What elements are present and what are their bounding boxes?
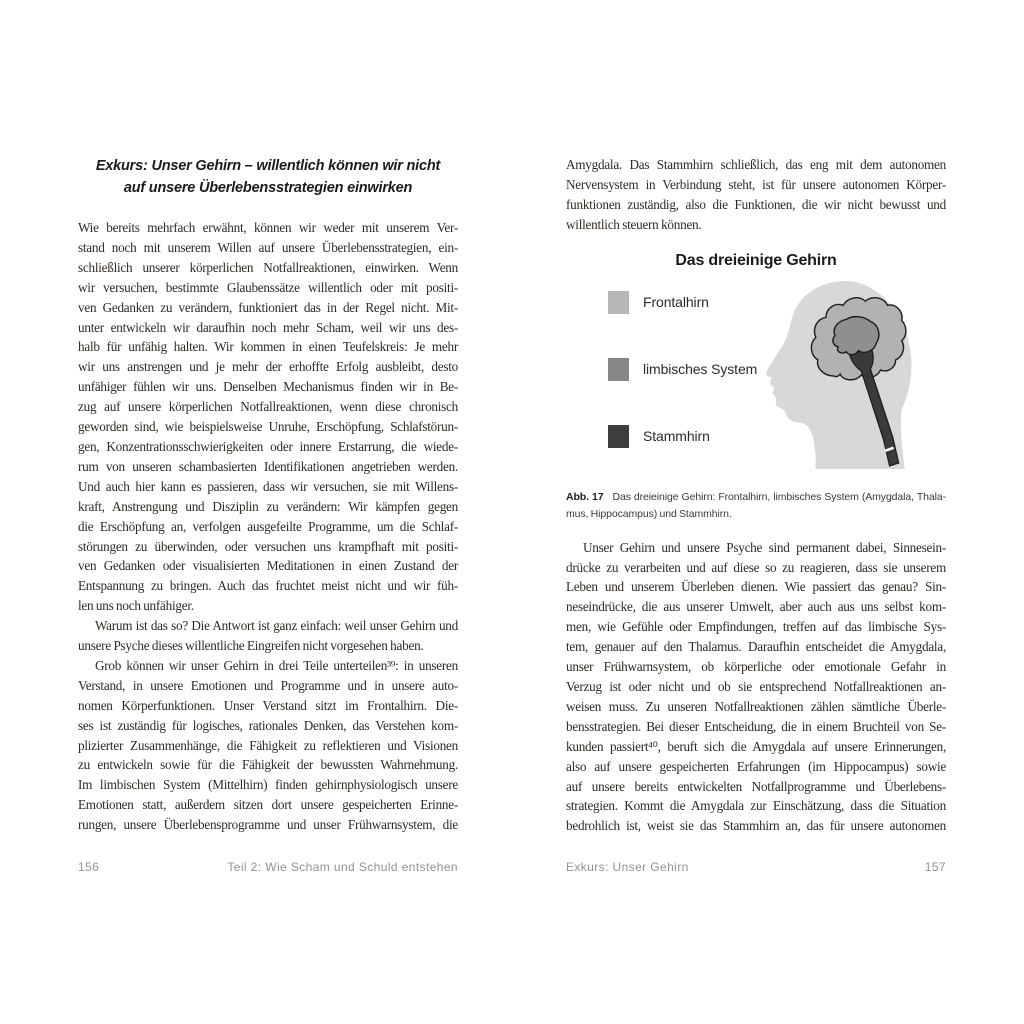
right-page-footer — [566, 860, 946, 874]
text-line: weisen muss. Zu unseren Notfallreaktionen zählen sämtliche Überle- — [566, 698, 946, 714]
text-line: funktionen zuständig, also die Funktionen, die wir nicht bewusst und — [566, 196, 946, 212]
right-page-body-bottom — [566, 538, 946, 837]
text-line: kraft, Anstrengung und Disziplin zu verändern: Wir kämpfen gegen — [78, 498, 458, 514]
text-line: willentlich steuern können. — [566, 216, 702, 232]
text-line: ses ist zuständig für logisches, rationales Denken, das Verstehen kom- — [78, 717, 458, 733]
page-number: 157 — [924, 860, 946, 874]
brain-figure — [566, 283, 946, 468]
running-title: Exkurs: Unser Gehirn — [566, 860, 689, 874]
figure-title: Das dreieinige Gehirn — [675, 251, 837, 269]
body-paragraph — [78, 218, 458, 616]
caption-label: Abb. 17 — [566, 490, 604, 503]
text-line: wir versuchen, bestimmte Glaubenssätze willentlich oder mit positi- — [78, 279, 458, 295]
text-line: men, wie Gefühle oder Empfindungen, treffen auf das limbische Sys- — [566, 619, 946, 635]
text-line: ven Gedanken zu verändern, funktioniert das in der Regel nicht. Mit- — [78, 299, 458, 315]
text-line: rum von unseren schambasierten Identifikationen angetrieben werden. — [78, 458, 458, 474]
text-line: Und auch hier kann es passieren, dass wir versuchen, sie mit Willens- — [78, 478, 458, 494]
running-title: Teil 2: Wie Scham und Schuld entstehen — [227, 860, 458, 874]
text-line: ven Gedanken oder visualisierten Meditationen in einen Zustand der — [78, 558, 458, 574]
limbisches-system-swatch — [608, 358, 629, 381]
text-line: unsere Psyche dieses willentliche Eingreifen nicht vorgesehen haben. — [78, 638, 424, 654]
left-page-footer — [78, 860, 458, 874]
text-line: zu entwickeln sowie für die Fähigkeit der bewussten Wahrnehmung. — [78, 757, 458, 773]
text-line: zug auf unsere körperlichen Notfallreaktionen, wenn diese chronisch — [78, 399, 458, 415]
text-line: wir uns anstrengen und je mehr der erhoffte Erfolg ausbleibt, desto — [78, 359, 458, 375]
caption-text: Das dreieinige Gehirn: Frontalhirn, limbisches System (Amygdala, Thala- — [612, 490, 946, 503]
text-line: plizierter Zusammenhänge, die Fähigkeit zu reflektieren und Visionen — [78, 737, 458, 753]
figure-legend — [608, 291, 757, 492]
text-line: Amygdala. Das Stammhirn schließlich, das eng mit dem autonomen — [566, 157, 946, 172]
text-line: Wie bereits mehrfach erwähnt, können wir weder mit unserem Ver- — [78, 220, 458, 235]
left-page — [78, 155, 458, 835]
chapter-heading-line1: Exkurs: Unser Gehirn – willentlich können wir nicht — [95, 158, 441, 174]
text-line: halb für unfähig halten. Wir kommen in einen Teufelskreis: Je mehr — [78, 339, 458, 355]
text-line: rungen, unsere Überlebensprogramme und unser Frühwarnsystem, die — [78, 817, 458, 833]
chapter-heading — [78, 155, 458, 199]
text-line: also auf unsere gespeicherten Erfahrungen (im Hippocampus) sowie — [566, 758, 946, 774]
text-line: bedrohlich ist, weist sie das Stammhirn an, das für unsere autonomen — [566, 818, 946, 834]
text-line: stand noch mit unserem Willen auf unsere Überlebensstrategien, ein- — [78, 239, 458, 255]
figure-caption — [566, 489, 946, 523]
legend-label: Frontalhirn — [643, 294, 709, 311]
text-line: die Erschöpfung an, verfolgen ausgefeilte Programme, um die Schlaf- — [78, 518, 458, 534]
text-line: störungen zu überwinden, oder versuchen uns krampfhaft mit positi- — [78, 538, 458, 554]
body-paragraph — [566, 538, 946, 837]
legend-item — [608, 358, 757, 381]
text-line: Verstand, in unsere Emotionen und Programme und in unsere auto- — [78, 677, 458, 693]
right-page-body-top — [566, 155, 946, 235]
body-paragraph — [566, 155, 946, 235]
text-line: Warum ist das so? Die Antwort ist ganz einfach: weil unser Gehirn und — [95, 618, 458, 634]
text-line: strategien. Kommt die Amygdala zur Einschätzung, dass die Situation — [566, 798, 946, 814]
text-line: neseindrücke, die aus unserer Umwelt, aber auch aus uns selbst kom- — [566, 599, 946, 615]
frontalhirn-swatch — [608, 291, 629, 314]
caption-line: mus, Hippocampus) und Stammhirn. — [566, 507, 732, 520]
text-line: drücke zu verarbeiten und auf diese so zu reagieren, dass sie unserem — [566, 559, 946, 575]
text-line: unfähiger fühlen wir uns. Denselben Mechanismus finden wir in Be- — [78, 379, 458, 395]
page-number: 156 — [78, 860, 100, 874]
text-line: Nervensystem in Verbindung steht, ist für unsere autonomen Körper- — [566, 176, 946, 192]
legend-item — [608, 425, 757, 448]
legend-label: limbisches System — [643, 361, 758, 378]
text-line: Entspannung zu bringen. Auch das fruchtet meist nicht und wir füh- — [78, 578, 458, 594]
limbic-shape — [833, 316, 879, 354]
text-line: bensstrategien. Bei dieser Entscheidung, die in einem Bruchteil von Se- — [566, 718, 946, 734]
right-page — [566, 155, 946, 836]
left-page-body — [78, 218, 458, 835]
chapter-heading-line2: auf unsere Überlebensstrategien einwirken — [123, 180, 413, 196]
text-line: Leben und unserem Überleben dienen. Wie passiert das genau? Sin- — [566, 579, 946, 595]
text-line: len uns noch unfähiger. — [78, 598, 194, 614]
text-line: Im limbischen System (Mittelhirn) finden gehirnphysiologisch unsere — [78, 777, 458, 793]
legend-label: Stammhirn — [643, 428, 710, 445]
text-line: auf unsere bereits entwickelten Notfallprogramme und Überlebens- — [566, 778, 946, 794]
text-line: unter entwickeln wir daraufhin noch mehr Scham, weil wir uns des- — [78, 319, 458, 335]
text-line: Emotionen statt, außerdem sitzen dort unsere gespeicherten Erinne- — [78, 797, 458, 813]
text-line: geworden sind, wie beispielsweise Unruhe, Erschöpfung, Schlafstörun- — [78, 419, 458, 435]
text-line: tem, genauer auf den Thalamus. Daraufhin entscheidet die Amygdala, — [566, 639, 946, 655]
text-line: unser Frühwarnsystem, ob körperliche oder emotionale Gefahr in — [566, 659, 946, 675]
legend-item — [608, 291, 757, 314]
head-profile-illustration — [752, 277, 916, 469]
stammhirn-swatch — [608, 425, 629, 448]
text-line: Unser Gehirn und unsere Psyche sind permanent dabei, Sinnesein- — [583, 539, 946, 555]
text-line: kunden passiert⁴⁰, beruft sich die Amygdala auf unsere Erinnerungen, — [566, 738, 946, 754]
text-line: Verzug ist oder nicht und ob sie entsprechend Notfallreaktionen an- — [566, 678, 946, 694]
text-line: Grob können wir unser Gehirn in drei Teile unterteilen³⁹: in unseren — [95, 657, 458, 673]
body-paragraph — [78, 616, 458, 656]
body-paragraph — [78, 656, 458, 835]
text-line: nomen Körperfunktionen. Unser Verstand sitzt im Frontalhirn. Die- — [78, 697, 458, 713]
text-line: gen, Konzentrationsschwierigkeiten oder innere Erstarrung, die wiede- — [78, 438, 458, 454]
text-line: schließlich unserer körperlichen Notfallreaktionen, einwirken. Wenn — [78, 259, 458, 275]
